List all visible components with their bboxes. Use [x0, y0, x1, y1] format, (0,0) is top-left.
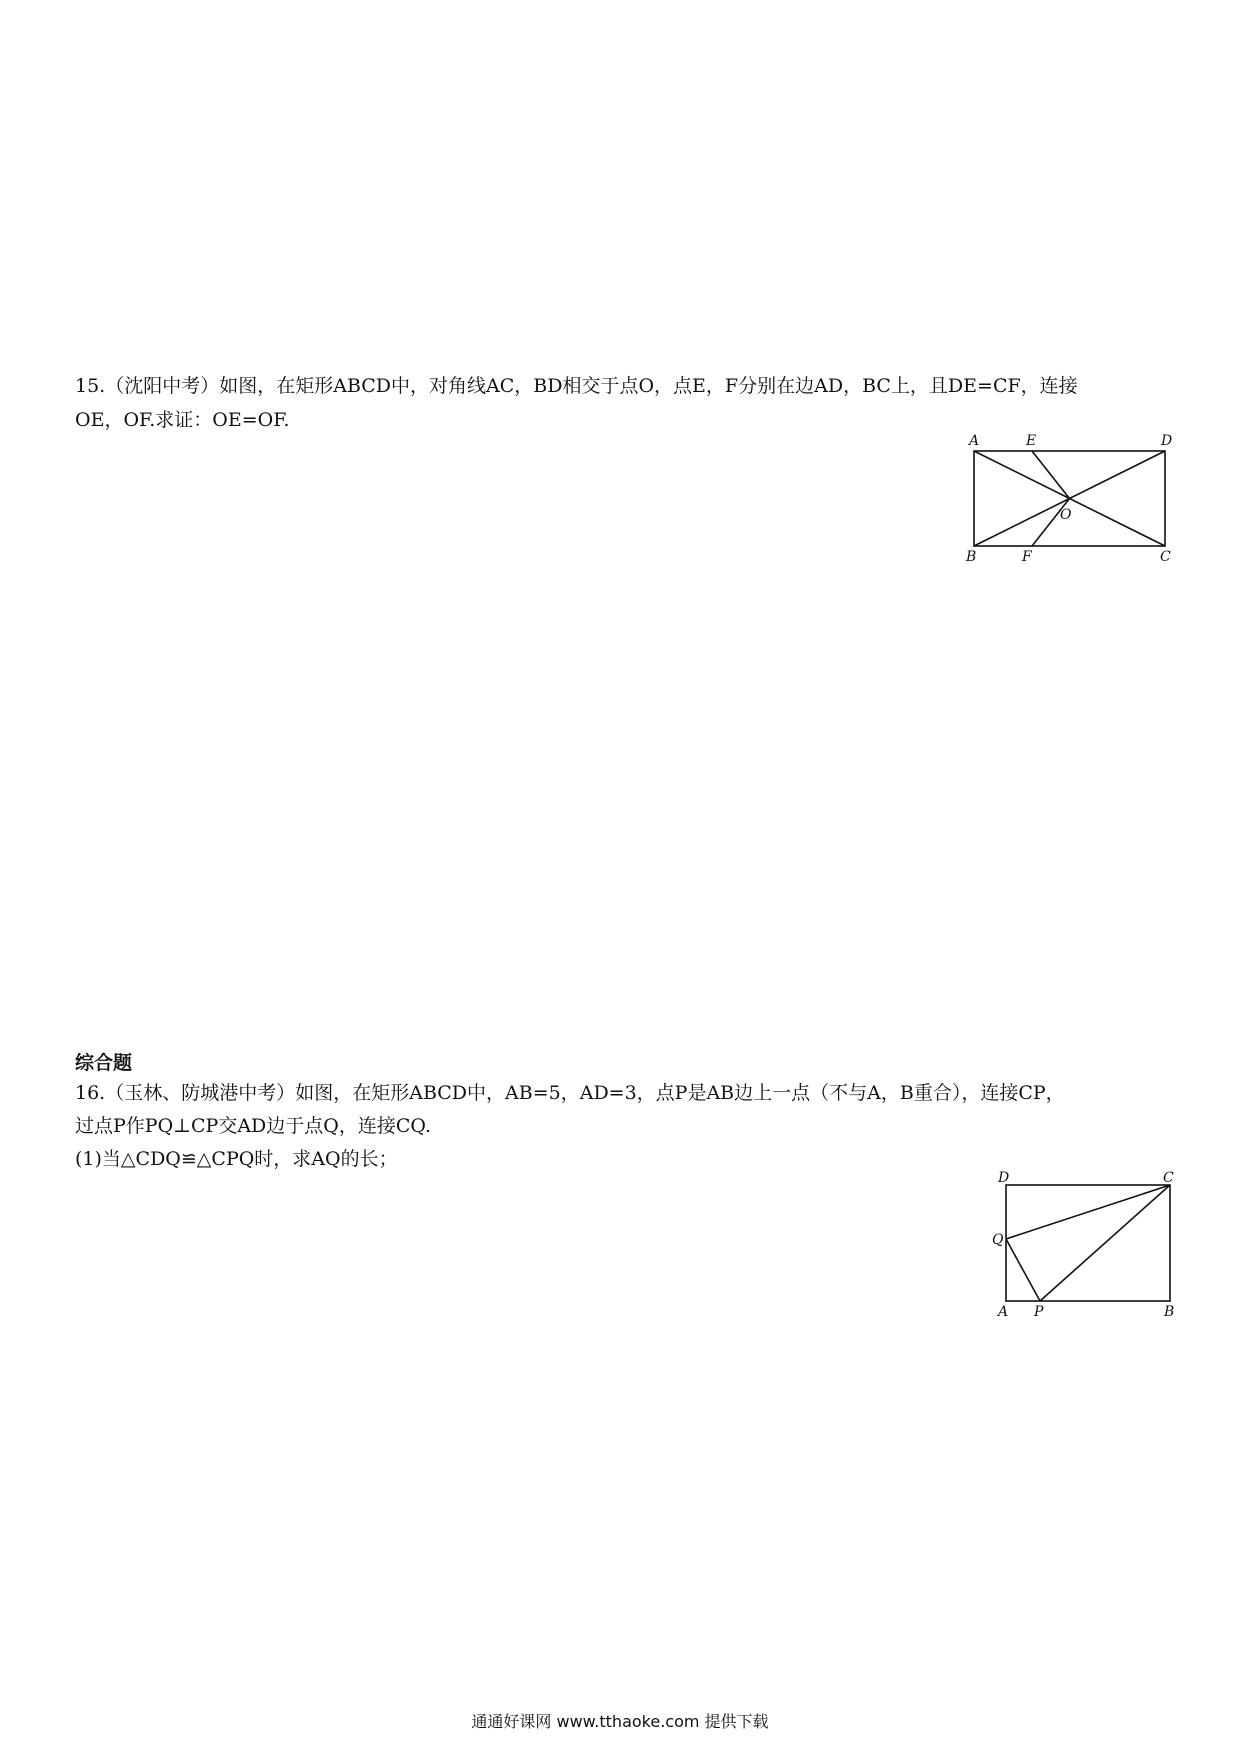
footer-text: 通通好课网 www.tthaoke.com 提供下载 — [471, 1712, 769, 1731]
label-d: D — [998, 1170, 1010, 1186]
segment-qp — [1006, 1239, 1040, 1301]
label-p: P — [1034, 1304, 1044, 1320]
q16-line-1: 16.（玉林、防城港中考）如图，在矩形ABCD中，AB=5，AD=3，点P是AB边上一点（不与A，B重合），连接CP， — [75, 1082, 1065, 1104]
label-b: B — [966, 549, 977, 565]
segment-qc — [1006, 1185, 1170, 1239]
label-q: Q — [992, 1232, 1004, 1248]
q16-line-3: (1)当△CDQ≌△CPQ时，求AQ的长； — [75, 1148, 398, 1170]
label-a: A — [998, 1304, 1009, 1320]
q16-line-2: 过点P作PQ⊥CP交AD边于点Q，连接CQ. — [75, 1115, 432, 1137]
label-a: A — [969, 433, 980, 449]
label-e: E — [1026, 433, 1037, 449]
label-c: C — [1163, 1170, 1174, 1186]
label-f: F — [1022, 549, 1032, 565]
section-title: 综合题 — [75, 1052, 133, 1074]
label-o: O — [1060, 507, 1072, 523]
q15-figure — [960, 430, 1180, 565]
label-d: D — [1161, 433, 1173, 449]
label-c: C — [1160, 549, 1171, 565]
q15-line-2: OE，OF.求证：OE=OF. — [75, 409, 290, 431]
segment-eo — [1032, 451, 1070, 499]
q16-figure — [980, 1170, 1180, 1320]
q15-line-1: 15.（沈阳中考）如图，在矩形ABCD中，对角线AC，BD相交于点O，点E，F分别在边AD，BC上，且DE=CF，连接 — [75, 375, 1078, 397]
segment-pc — [1040, 1185, 1170, 1301]
label-b: B — [1164, 1304, 1175, 1320]
